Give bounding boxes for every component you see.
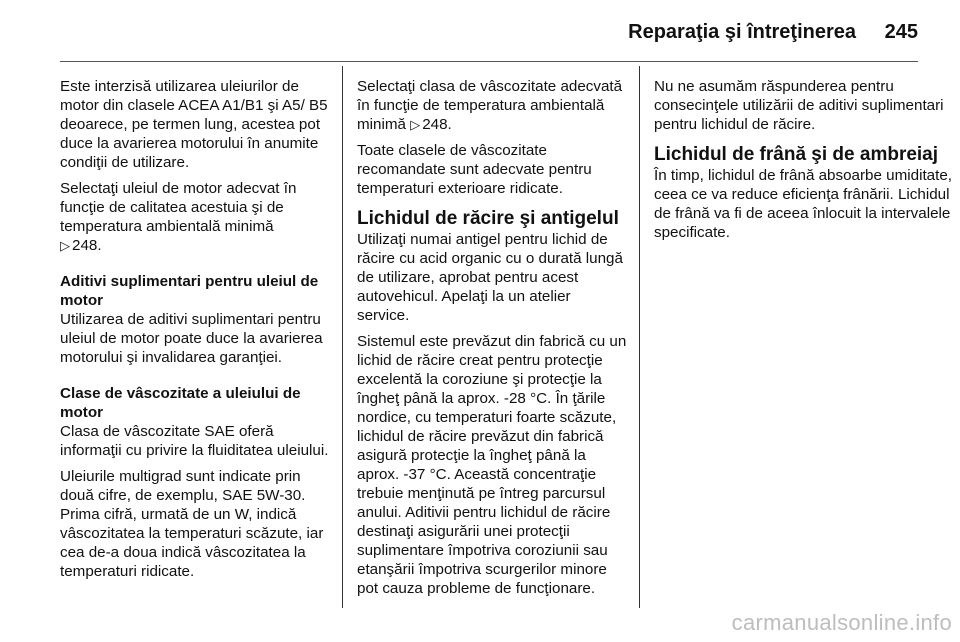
page-reference-link[interactable]: 248. — [72, 237, 102, 254]
paragraph-sae-class: Clasa de vâscozitate SAE oferă informaţii cu privire la fluiditatea uleiului. — [60, 423, 329, 459]
column-divider-1 — [342, 66, 343, 608]
heading-brake-clutch-fluid: Lichidul de frână şi de ambreiaj — [654, 144, 939, 165]
heading-coolant-antifreeze: Lichidul de răcire şi antigelul — [357, 208, 619, 229]
paragraph-coolant-factory: Sistemul este prevăzut din fabrică cu un lichid de răcire creat pentru protecţie excelentă la coroziune şi protecţie la îngheţ până la aprox. -28 °C. În ţările nordice, cu temperaturi foarte scăzute, lichidul de răcire prevăzut din fabrică asigură protecţie la îngheţ până la aprox. -37 °C. Această concentraţie trebuie menţinută pe întreg parcursul anului. Aditivii pentru lichidul de răcire destinaţi asigurării unei protecţii suplimentare împotriva coroziunii sau etanşării împotriva scurgerilor minore pot cauza probleme de funcţionare. — [357, 333, 627, 597]
text-column-1 — [60, 77, 330, 588]
page-reference-arrow-icon[interactable]: ▷ — [410, 117, 421, 132]
page-header — [0, 0, 960, 62]
watermark: carmanualsonline.info — [731, 610, 952, 635]
page-reference-arrow-icon[interactable]: ▷ — [60, 238, 70, 253]
paragraph-multigrade: Uleiurile multigrad sunt indicate prin două cifre, de exemplu, SAE 5W-30. Prima cifră, urmată de un W, indică vâscozitatea la temperaturi scăzute, iar cea de-a doua indică vâscozitatea la temperaturi ridicate. — [60, 468, 324, 580]
paragraph-high-temperatures: Toate clasele de vâscozitate recomandate sunt adecvate pentru temperaturi exterioare ridicate. — [357, 142, 592, 197]
paragraph-select-viscosity: Selectaţi clasa de vâscozitate adecvată în funcţie de temperatura ambientală minimă ▷ 248. — [357, 78, 623, 133]
paragraph-coolant-liability: Nu ne asumăm răspunderea pentru consecinţele utilizării de aditivi suplimentari pentru lichidul de răcire. — [654, 78, 944, 133]
subheading-oil-additives: Aditivi suplimentari pentru uleiul de motor — [60, 273, 319, 309]
paragraph-coolant-usage: Utilizaţi numai antigel pentru lichid de răcire cu acid organic cu o durată lungă de utilizare, aprobat pentru acest autovehicul. Apelaţi la un atelier service. — [357, 231, 623, 324]
paragraph-oil-additives: Utilizarea de aditivi suplimentari pentru uleiul de motor poate duce la avarierea motorului şi invalidarea garanţiei. — [60, 311, 323, 366]
paragraph-brake-fluid: În timp, lichidul de frână absoarbe umiditate, ceea ce va reduce eficienţa frânării. Lichidul de frână va fi de aceea înlocuit la intervalele specificate. — [654, 167, 953, 241]
paragraph-acea-restriction: Este interzisă utilizarea uleiurilor de motor din clasele ACEA A1/B1 şi A5/ B5 deoarece, pe termen lung, acestea pot duce la avarierea motorului în anumite condiţii de utilizare. — [60, 78, 328, 171]
page-title: Reparaţia şi întreţinerea — [628, 21, 856, 43]
text-column-3 — [654, 77, 954, 249]
page-number: 245 — [884, 21, 918, 43]
page-reference-link[interactable]: 248. — [422, 116, 452, 133]
text-column-2 — [357, 77, 627, 605]
header-divider — [60, 61, 918, 62]
paragraph-select-oil: Selectaţi uleiul de motor adecvat în funcţie de calitatea acestuia şi de temperatura ambientală minimă ▷ 248. — [60, 180, 297, 254]
column-divider-2 — [639, 66, 640, 608]
subheading-viscosity-classes: Clase de vâscozitate a uleiului de motor — [60, 385, 301, 421]
